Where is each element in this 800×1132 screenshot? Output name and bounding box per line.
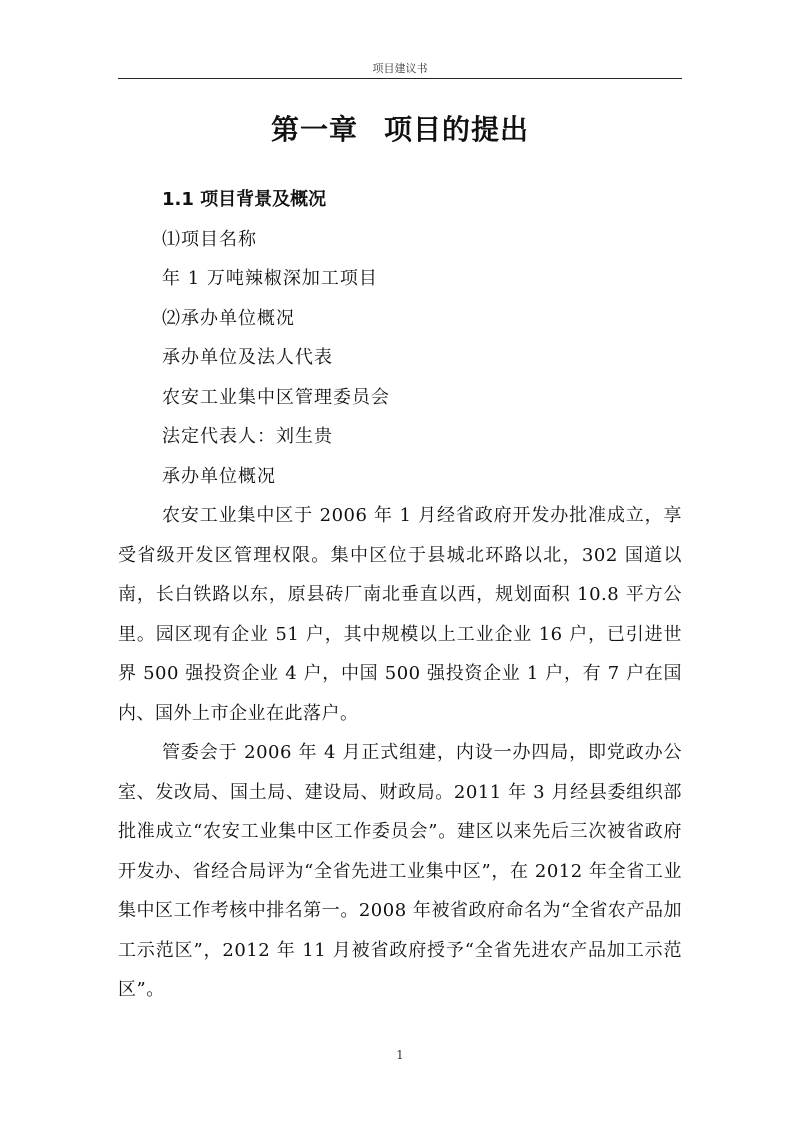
item-organizer-overview: 承办单位概况 — [162, 465, 276, 487]
item-project-name-label: ⑴项目名称 — [162, 228, 257, 250]
paragraph-zone-overview: 农安工业集中区于 2006 年 1 月经省政府开发办批准成立，享受省级开发区管理权限。集中区位于县城北环路以北，302 国道以南，长白铁路以东，原县砖厂南北垂直以西，规划面积 10.8 平方公里。园区现有企业 51 户，其中规模以上工业企业 16 户，已引进世界 500 强投资企业 4 户，中国 500 强投资企业 1 户，有 7 户在国内、国外上市企业在此落户。 — [118, 505, 682, 724]
item-legal-representative: 法定代表人：刘生贵 — [162, 426, 333, 447]
item-organizer-name: 农安工业集中区管理委员会 — [162, 386, 390, 408]
chapter-name: 项目的提出 — [384, 113, 530, 146]
chapter-title — [0, 108, 800, 148]
item-organizer-overview-label: ⑵承办单位概况 — [162, 307, 295, 329]
page-number: 1 — [396, 1048, 404, 1062]
chapter-label: 第一章 — [270, 113, 358, 146]
running-header: 项目建议书 — [372, 62, 428, 75]
document-body — [118, 180, 682, 1010]
section-heading: 1.1 项目背景及概况 — [162, 189, 327, 210]
item-organizer-rep-label: 承办单位及法人代表 — [162, 347, 333, 368]
paragraph-committee-history: 管委会于 2006 年 4 月正式组建，内设一办四局，即党政办公室、发改局、国土局、建设局、财政局。2011 年 3 月经县委组织部批准成立“农安工业集中区工作委员会”。建区以来先后三次被省政府开发办、省经合局评为“全省先进工业集中区”，在 2012 年全省工业集中区工作考核中排名第一。2008 年被省政府命名为“全省农产品加工示范区”，2012 年 11 月被省政府授予“全省先进农产品加工示范区”。 — [118, 742, 682, 1000]
item-project-name: 年 1 万吨辣椒深加工项目 — [162, 268, 378, 289]
header-divider — [118, 78, 682, 79]
